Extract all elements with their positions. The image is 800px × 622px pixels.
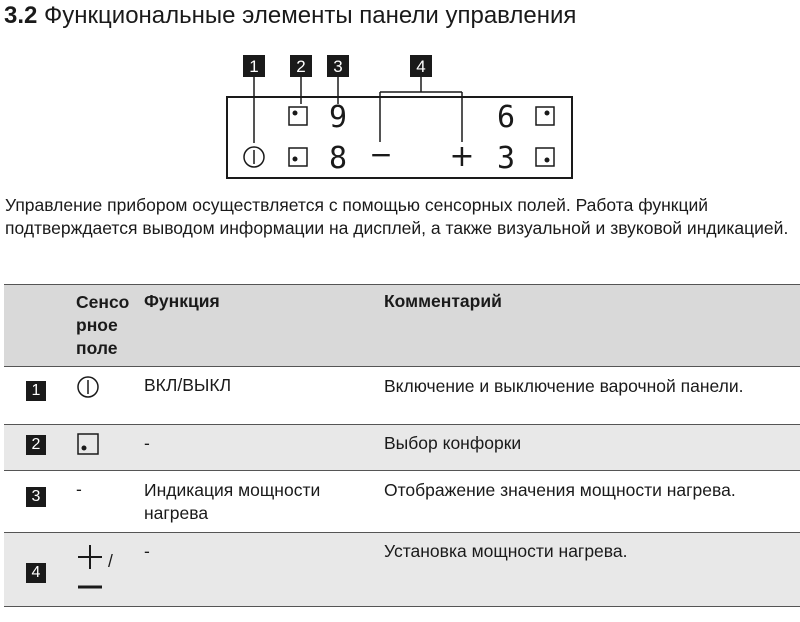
section-title: Функциональные элементы панели управления bbox=[44, 2, 577, 29]
plus-minus-icon bbox=[76, 541, 106, 597]
slash-separator: / bbox=[108, 551, 113, 571]
zone-select-icon-top-right bbox=[536, 107, 554, 125]
table-row bbox=[4, 425, 800, 471]
display-right-top: 6 bbox=[496, 100, 516, 135]
callout-4 bbox=[410, 55, 432, 77]
comment-cell: Отображение значения мощности нагрева. bbox=[380, 471, 800, 533]
header-number bbox=[4, 285, 72, 367]
header-sensor: Сенсо рное поле bbox=[72, 285, 140, 367]
leader-lines bbox=[254, 77, 462, 143]
callout-2-label: 2 bbox=[296, 57, 306, 76]
comment-cell: Включение и выключение варочной панели. bbox=[380, 367, 800, 425]
row-number-badge: 1 bbox=[26, 381, 46, 401]
header-comment: Комментарий bbox=[380, 285, 800, 367]
display-left-bottom: 8 bbox=[328, 141, 348, 176]
header-function: Функция bbox=[140, 285, 380, 367]
sensor-cell: - bbox=[72, 471, 140, 533]
control-panel-diagram bbox=[0, 0, 800, 190]
comment-cell: Выбор конфорки bbox=[380, 425, 800, 471]
function-cell: - bbox=[140, 533, 380, 607]
row-number-badge: 3 bbox=[26, 487, 46, 507]
row-number-badge: 2 bbox=[26, 435, 46, 455]
zone-select-icon bbox=[76, 432, 102, 458]
zone-select-icon-bottom-right bbox=[536, 148, 554, 166]
table-row bbox=[4, 471, 800, 533]
display-right-bottom: 3 bbox=[496, 141, 516, 176]
function-cell: Индикация мощности нагрева bbox=[140, 471, 380, 533]
table-row bbox=[4, 533, 800, 607]
function-table bbox=[4, 284, 800, 607]
zone-select-icon-bottom-left bbox=[289, 148, 307, 166]
function-cell: - bbox=[140, 425, 380, 471]
display-left-top: 9 bbox=[328, 100, 348, 135]
table-row bbox=[4, 367, 800, 425]
row-number-badge: 4 bbox=[26, 563, 46, 583]
callout-4-label: 4 bbox=[416, 57, 426, 76]
plus-icon: + bbox=[449, 139, 475, 174]
callout-1-label: 1 bbox=[249, 57, 259, 76]
table-header-row bbox=[4, 285, 800, 367]
intro-paragraph: Управление прибором осуществляется с помощью сенсорных полей. Работа функций подтверждается выводом информации на дисплей, а также визуальной и звуковой индикацией. bbox=[5, 195, 789, 238]
callout-1 bbox=[243, 55, 265, 77]
panel-outline bbox=[227, 97, 572, 178]
section-number: 3.2 bbox=[4, 2, 38, 29]
callout-3 bbox=[327, 55, 349, 77]
minus-icon: − bbox=[369, 138, 393, 171]
callout-3-label: 3 bbox=[333, 57, 343, 76]
callout-2 bbox=[290, 55, 312, 77]
power-icon bbox=[244, 147, 264, 167]
power-icon bbox=[76, 375, 102, 401]
zone-select-icon-top-left bbox=[289, 107, 307, 125]
function-cell: ВКЛ/ВЫКЛ bbox=[140, 367, 380, 425]
comment-cell: Установка мощности нагрева. bbox=[380, 533, 800, 607]
